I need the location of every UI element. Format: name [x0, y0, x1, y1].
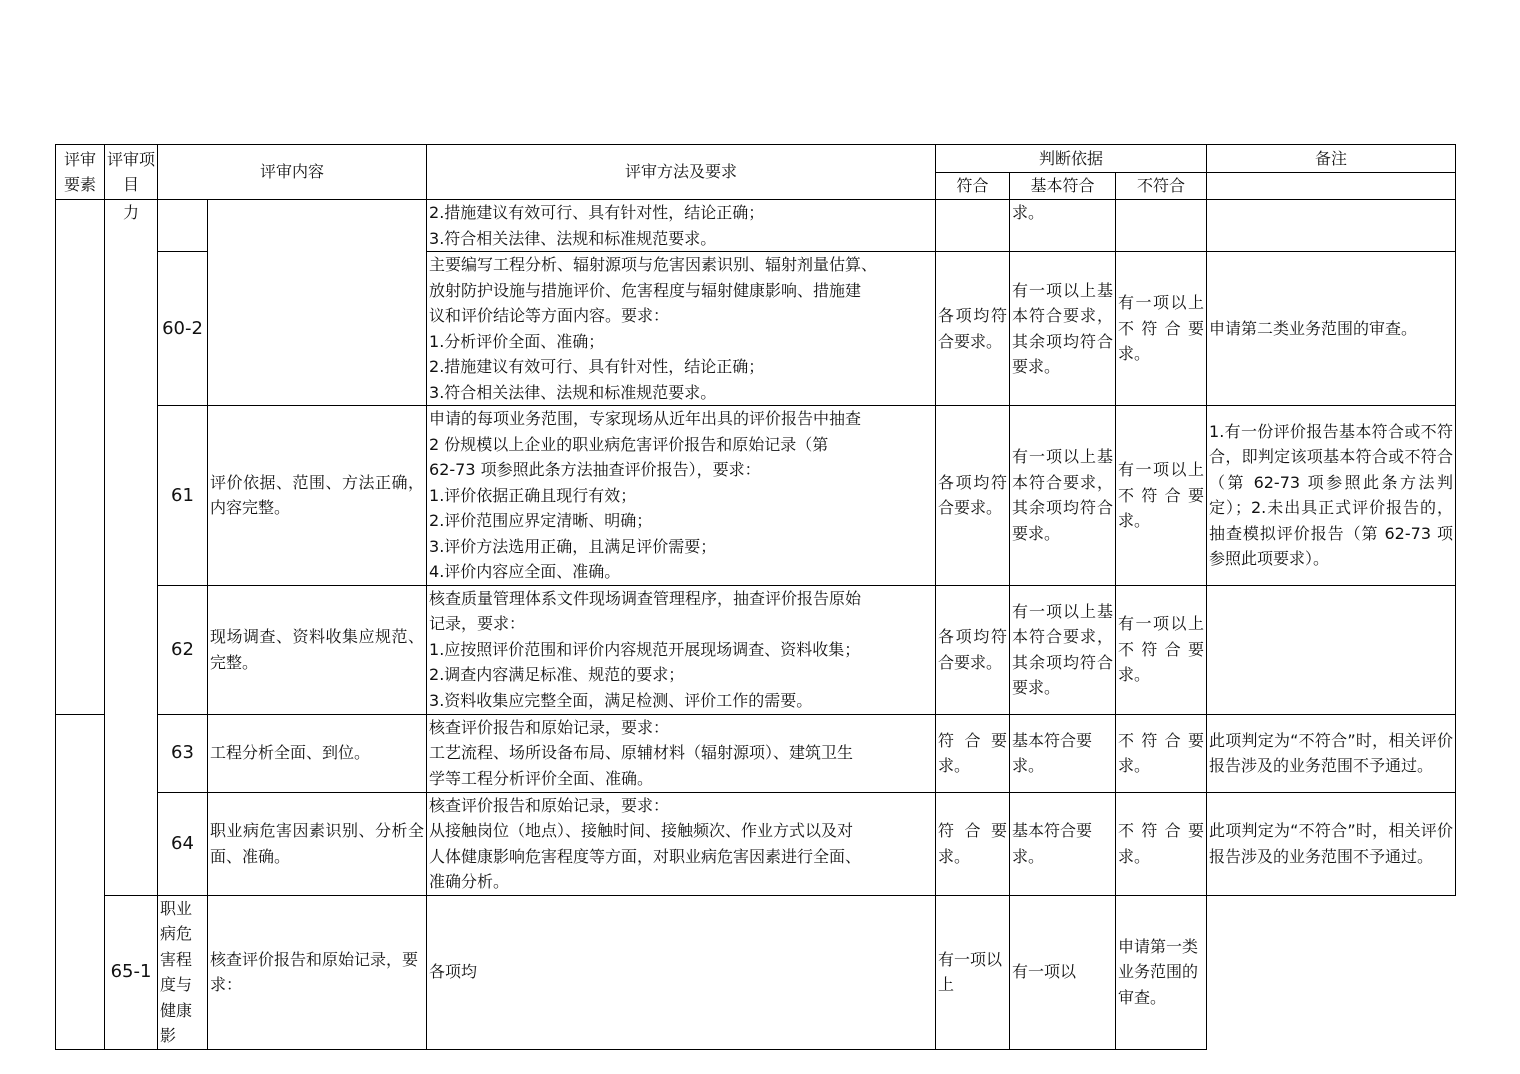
no-cell: 60-2 — [158, 252, 208, 406]
method-cell: 核查评价报告和原始记录，要求： 从接触岗位（地点）、接触时间、接触频次、作业方式以及对 人体健康影响危害程度等方面，对职业病危害因素进行全面、 准确分析。 — [427, 792, 936, 895]
remarks-cell: 申请第一类业务范围的审查。 — [1116, 895, 1207, 1049]
header-basis: 判断依据 — [936, 145, 1207, 173]
conform-cell: 符合要求。 — [936, 792, 1010, 895]
basic-cell: 有一项以上 — [936, 895, 1010, 1049]
content-cell: 工程分析全面、到位。 — [208, 714, 427, 792]
basic-cell: 基本符合要求。 — [1010, 792, 1116, 895]
element-cell — [56, 200, 105, 715]
remarks-cell: 此项判定为“不符合”时，相关评价报告涉及的业务范围不予通过。 — [1207, 714, 1456, 792]
nonconform-cell: 有一项以上不符合要求。 — [1116, 252, 1207, 406]
header-remarks: 备注 — [1207, 145, 1456, 173]
nonconform-cell — [1116, 200, 1207, 252]
no-cell: 62 — [158, 585, 208, 714]
method-cell: 核查质量管理体系文件现场调查管理程序，抽查评价报告原始 记录，要求： 1.应按照评价范围和评价内容规范开展现场调查、资料收集； 2.调查内容满足标准、规范的要求； 3.资料收集应完整全面，满足检测、评价工作的需要。 — [427, 585, 936, 714]
content-cell: 评价依据、范围、方法正确，内容完整。 — [208, 406, 427, 586]
table-row — [56, 585, 1456, 714]
method-cell: 核查评价报告和原始记录，要求： — [208, 895, 427, 1049]
header-nonconform: 不符合 — [1116, 173, 1207, 200]
content-cell — [208, 200, 427, 406]
method-cell: 2.措施建议有效可行、具有针对性，结论正确； 3.符合相关法律、法规和标准规范要求。 — [427, 200, 936, 252]
table-row — [56, 406, 1456, 586]
conform-cell: 各项均符合要求。 — [936, 252, 1010, 406]
element-cell — [56, 714, 105, 1049]
method-cell: 主要编写工程分析、辐射源项与危害因素识别、辐射剂量估算、 放射防护设施与措施评价、危害程度与辐射健康影响、措施建 议和评价结论等方面内容。要求： 1.分析评价全面、准确； 2.措施建议有效可行、具有针对性，结论正确； 3.符合相关法律、法规和标准规范要求。 — [427, 252, 936, 406]
basic-cell: 有一项以上基本符合要求，其余项均符合要求。 — [1010, 252, 1116, 406]
conform-cell: 各项均符合要求。 — [936, 585, 1010, 714]
basic-cell: 基本符合要求。 — [1010, 714, 1116, 792]
conform-cell — [936, 200, 1010, 252]
content-cell: 职业病危害因素识别、分析全面、准确。 — [208, 792, 427, 895]
remarks-cell: 申请第二类业务范围的审查。 — [1207, 252, 1456, 406]
table-row — [56, 792, 1456, 895]
nonconform-cell: 有一项以 — [1010, 895, 1116, 1049]
header-basic: 基本符合 — [1010, 173, 1116, 200]
header-element: 评审要素 — [56, 145, 105, 200]
table-row — [56, 714, 1456, 792]
basic-cell: 有一项以上基本符合要求，其余项均符合要求。 — [1010, 585, 1116, 714]
table-row — [56, 895, 1456, 1049]
header-method: 评审方法及要求 — [427, 145, 936, 200]
conform-cell: 符合要求。 — [936, 714, 1010, 792]
basic-cell: 有一项以上基本符合要求，其余项均符合要求。 — [1010, 406, 1116, 586]
no-cell — [158, 200, 208, 252]
header-remarks-blank — [1207, 173, 1456, 200]
remarks-cell: 此项判定为“不符合”时，相关评价报告涉及的业务范围不予通过。 — [1207, 792, 1456, 895]
conform-cell: 各项均符合要求。 — [936, 406, 1010, 586]
remarks-cell — [1207, 200, 1456, 252]
content-cell: 职业病危害程度与健康影 — [158, 895, 208, 1049]
method-cell: 申请的每项业务范围，专家现场从近年出具的评价报告中抽查 2 份规模以上企业的职业病危害评价报告和原始记录（第 62-73 项参照此条方法抽查评价报告），要求： 1.评价依据正确且现行有效； 2.评价范围应界定清晰、明确； 3.评价方法选用正确，且满足评价需要； 4.评价内容应全面、准确。 — [427, 406, 936, 586]
basic-cell: 求。 — [1010, 200, 1116, 252]
nonconform-cell: 不符合要求。 — [1116, 792, 1207, 895]
remarks-cell — [1207, 585, 1456, 714]
nonconform-cell: 有一项以上不符合要求。 — [1116, 406, 1207, 586]
table-row — [56, 200, 1456, 252]
no-cell: 61 — [158, 406, 208, 586]
item-cell: 力 — [105, 200, 158, 896]
header-content: 评审内容 — [158, 145, 427, 200]
header-item: 评审项目 — [105, 145, 158, 200]
no-cell: 65-1 — [105, 895, 158, 1049]
remarks-cell: 1.有一份评价报告基本符合或不符合，即判定该项基本符合或不符合（第 62-73 项参照此条方法判定）；2.未出具正式评价报告的，抽查模拟评价报告（第 62-73 项参照此项要求）。 — [1207, 406, 1456, 586]
nonconform-cell: 不符合要求。 — [1116, 714, 1207, 792]
no-cell: 63 — [158, 714, 208, 792]
content-cell: 现场调查、资料收集应规范、完整。 — [208, 585, 427, 714]
nonconform-cell: 有一项以上不符合要求。 — [1116, 585, 1207, 714]
review-table — [55, 144, 1456, 1050]
conform-cell: 各项均 — [427, 895, 936, 1049]
method-cell: 核查评价报告和原始记录，要求： 工艺流程、场所设备布局、原辅材料（辐射源项）、建筑卫生 学等工程分析评价全面、准确。 — [427, 714, 936, 792]
no-cell: 64 — [158, 792, 208, 895]
header-conform: 符合 — [936, 173, 1010, 200]
